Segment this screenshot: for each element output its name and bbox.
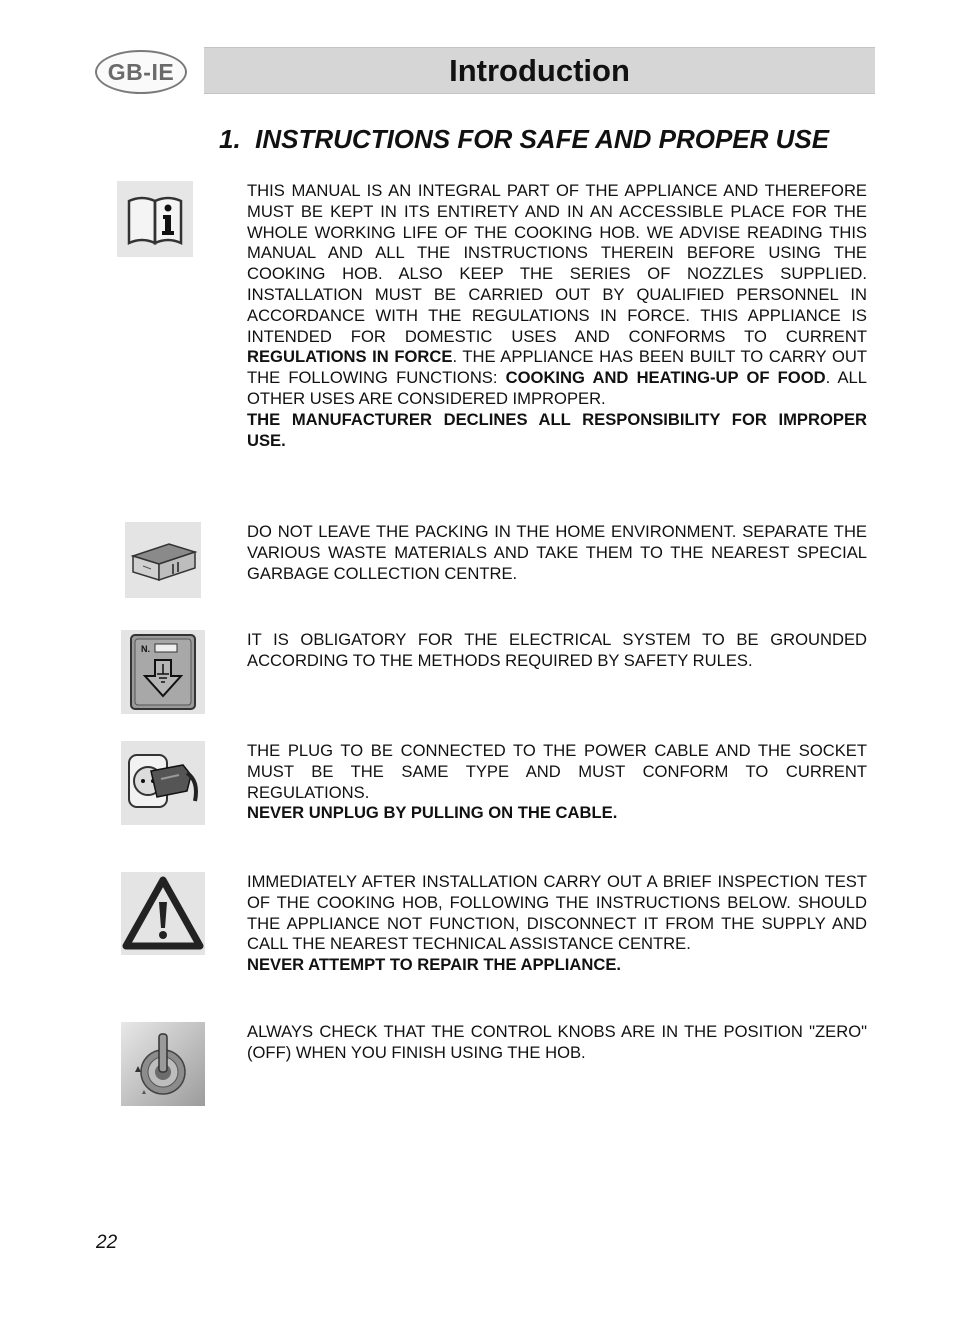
plug-paragraph bbox=[247, 741, 867, 824]
packing-box-icon bbox=[125, 522, 201, 598]
chapter-header bbox=[204, 47, 875, 94]
manual-text-bold-2: COOKING AND HEATING-UP OF FOOD bbox=[505, 368, 826, 388]
plug-warning-text: NEVER UNPLUG BY PULLING ON THE CABLE. bbox=[247, 803, 618, 823]
section-title-text: INSTRUCTIONS FOR SAFE AND PROPER USE bbox=[255, 124, 830, 154]
inspection-text: IMMEDIATELY AFTER INSTALLATION CARRY OUT A BRIEF INSPECTION TEST OF THE COOKING HOB, FOLLOWING THE INSTRUCTIONS BELOW. SHOULD THE APPLIANCE NOT FUNCTION, DISCONNECT IT FROM THE SUPPLY AND CALL THE NEAREST TECHNICAL ASSISTANCE CENTRE. bbox=[247, 872, 867, 954]
manual-warning bbox=[247, 410, 867, 452]
manual-text-part-3: . ALL OTHER USES ARE CONSIDERED IMPROPER. bbox=[247, 368, 867, 408]
manual-warning-text: THE MANUFACTURER DECLINES ALL RESPONSIBILITY FOR IMPROPER USE. bbox=[247, 409, 867, 450]
manual-text-bold-1: REGULATIONS IN FORCE bbox=[247, 347, 453, 367]
knobs-text: ALWAYS CHECK THAT THE CONTROL KNOBS ARE IN THE POSITION "ZERO" (OFF) WHEN YOU FINISH USING THE HOB. bbox=[247, 1022, 867, 1062]
manual-paragraph bbox=[247, 181, 867, 451]
packing-text: DO NOT LEAVE THE PACKING IN THE HOME ENVIRONMENT. SEPARATE THE VARIOUS WASTE MATERIALS AND TAKE THEM TO THE NEAREST SPECIAL GARBAGE COLLECTION CENTRE. bbox=[247, 522, 867, 583]
inspection-warning-text: NEVER ATTEMPT TO REPAIR THE APPLIANCE. bbox=[247, 955, 621, 975]
page-number: 22 bbox=[96, 1232, 118, 1253]
chapter-title: Introduction bbox=[449, 52, 630, 88]
ground-plate-label: N. bbox=[141, 644, 150, 654]
section-title bbox=[219, 124, 829, 155]
plug-socket-icon bbox=[121, 741, 205, 825]
manual-text-part-1: THIS MANUAL IS AN INTEGRAL PART OF THE APPLIANCE AND THEREFORE MUST BE KEPT IN ITS ENTIRETY AND IN AN ACCESSIBLE PLACE FOR THE WHOLE WORKING LIFE OF THE COOKING HOB. WE ADVISE READING THIS MANUAL AND ALL THE INSTRUCTIONS THEREIN BEFORE USING THE COOKING HOB. ALSO KEEP THE SERIES OF NOZZLES SUPPLIED. INSTALLATION MUST BE CARRIED OUT BY QUALIFIED PERSONNEL IN ACCORDANCE WITH THE REGULATIONS IN FORCE. THIS APPLIANCE IS INTENDED FOR DOMESTIC USES AND CONFORMS TO CURRENT bbox=[247, 181, 867, 346]
region-badge: GB-IE bbox=[95, 50, 187, 94]
inspection-warning bbox=[247, 955, 867, 976]
control-knob-icon bbox=[121, 1022, 205, 1106]
section-number: 1. bbox=[219, 124, 241, 154]
manual-text-part-2: . THE APPLIANCE HAS BEEN BUILT TO CARRY OUT THE FOLLOWING FUNCTIONS: bbox=[247, 347, 867, 388]
knobs-paragraph bbox=[247, 1022, 867, 1064]
packing-paragraph bbox=[247, 522, 867, 584]
plug-text: THE PLUG TO BE CONNECTED TO THE POWER CABLE AND THE SOCKET MUST BE THE SAME TYPE AND MUST CONFORM TO CURRENT REGULATIONS. bbox=[247, 741, 867, 802]
manual-info-icon bbox=[117, 181, 193, 257]
inspection-paragraph bbox=[247, 872, 867, 976]
warning-triangle-icon bbox=[121, 872, 205, 955]
grounding-text: IT IS OBLIGATORY FOR THE ELECTRICAL SYSTEM TO BE GROUNDED ACCORDING TO THE METHODS REQUIRED BY SAFETY RULES. bbox=[247, 630, 867, 670]
ground-plate-icon bbox=[121, 630, 205, 714]
plug-warning bbox=[247, 803, 867, 824]
manual-text bbox=[247, 181, 867, 410]
grounding-paragraph bbox=[247, 630, 867, 672]
